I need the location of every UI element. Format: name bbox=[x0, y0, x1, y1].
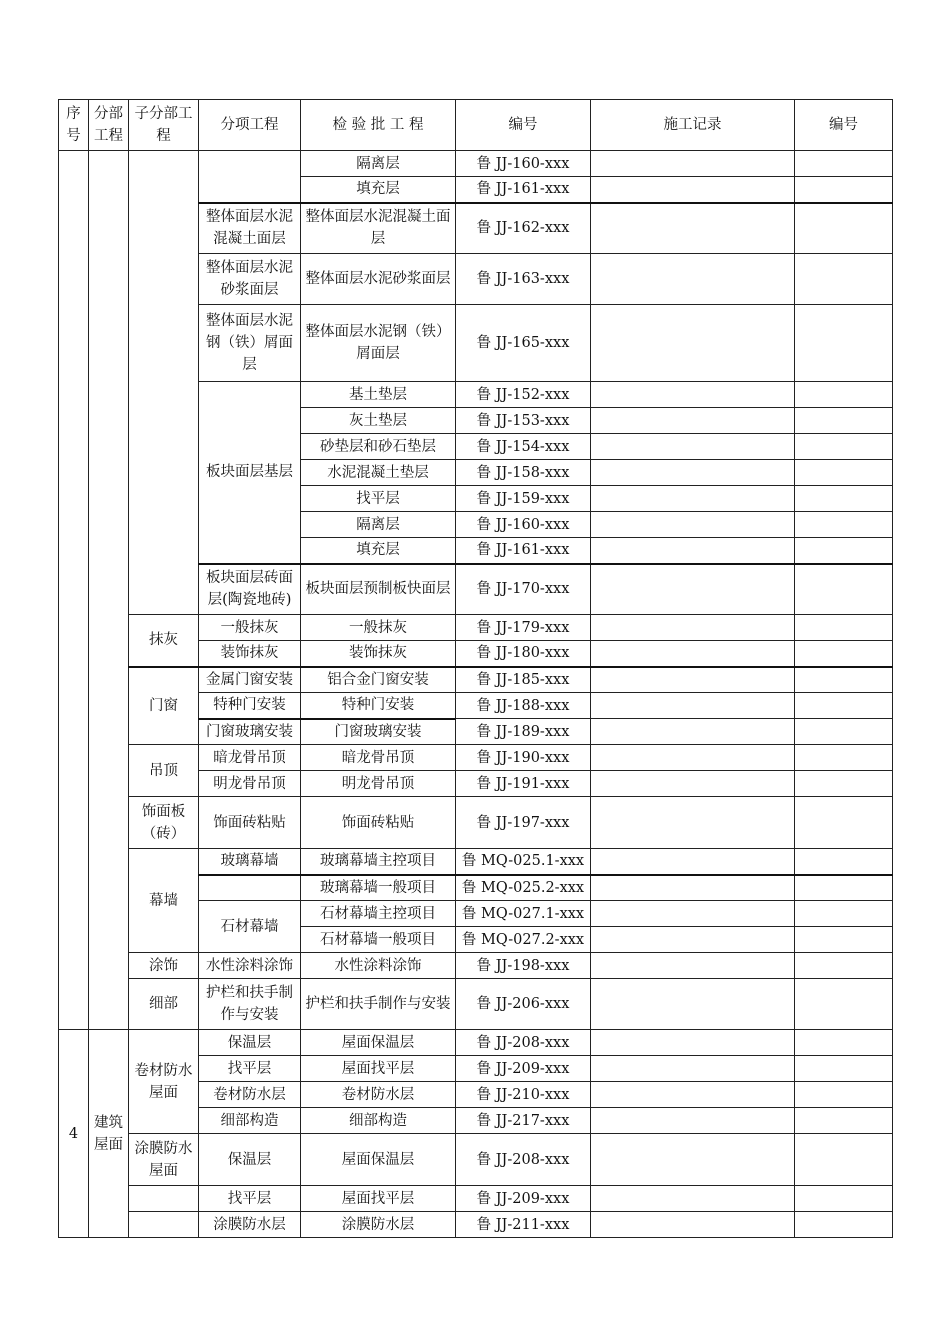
code-cell: 鲁 MQ-025.2-xxx bbox=[456, 875, 591, 901]
batch-cell: 玻璃幕墙一般项目 bbox=[301, 875, 456, 901]
record-cell[interactable] bbox=[591, 1186, 795, 1212]
table-row bbox=[59, 979, 893, 1030]
header-record: 施工记录 bbox=[591, 100, 795, 151]
code-cell: 鲁 MQ-027.2-xxx bbox=[456, 927, 591, 953]
table-row bbox=[59, 1134, 893, 1186]
record-cell[interactable] bbox=[591, 641, 795, 667]
code-cell: 鲁 JJ-209-xxx bbox=[456, 1056, 591, 1082]
batch-cell: 石材幕墙一般项目 bbox=[301, 927, 456, 953]
code-cell: 鲁 JJ-190-xxx bbox=[456, 745, 591, 771]
code2-cell[interactable] bbox=[795, 512, 893, 538]
batch-cell: 细部构造 bbox=[301, 1108, 456, 1134]
record-cell[interactable] bbox=[591, 745, 795, 771]
code-cell: 鲁 JJ-153-xxx bbox=[456, 408, 591, 434]
code2-cell[interactable] bbox=[795, 1082, 893, 1108]
record-cell[interactable] bbox=[591, 875, 795, 901]
batch-cell: 基土垫层 bbox=[301, 382, 456, 408]
record-cell[interactable] bbox=[591, 953, 795, 979]
code-cell: 鲁 JJ-208-xxx bbox=[456, 1134, 591, 1186]
record-cell[interactable] bbox=[591, 203, 795, 254]
subdivision-cell: 幕墙 bbox=[129, 849, 199, 953]
code2-cell[interactable] bbox=[795, 254, 893, 305]
item-cell: 保温层 bbox=[199, 1134, 301, 1186]
item-cell: 整体面层水泥混凝土面层 bbox=[199, 203, 301, 254]
seq-cell: 4 bbox=[59, 1030, 89, 1238]
code-cell: 鲁 JJ-163-xxx bbox=[456, 254, 591, 305]
code-cell: 鲁 JJ-188-xxx bbox=[456, 693, 591, 719]
record-cell[interactable] bbox=[591, 254, 795, 305]
batch-cell: 隔离层 bbox=[301, 151, 456, 177]
item-cell: 找平层 bbox=[199, 1056, 301, 1082]
batch-cell: 找平层 bbox=[301, 486, 456, 512]
subdivision-cell: 吊顶 bbox=[129, 745, 199, 797]
item-cell bbox=[199, 875, 301, 901]
record-cell[interactable] bbox=[591, 1212, 795, 1238]
code2-cell[interactable] bbox=[795, 849, 893, 875]
subdivision-cell: 饰面板（砖） bbox=[129, 797, 199, 849]
record-cell[interactable] bbox=[591, 693, 795, 719]
code2-cell[interactable] bbox=[795, 797, 893, 849]
table-row bbox=[59, 151, 893, 177]
record-cell[interactable] bbox=[591, 408, 795, 434]
item-cell: 板块面层砖面层(陶瓷地砖) bbox=[199, 564, 301, 615]
table-row bbox=[59, 1186, 893, 1212]
code2-cell[interactable] bbox=[795, 901, 893, 927]
header-subdivision: 子分部工程 bbox=[129, 100, 199, 151]
item-cell: 特种门安装 bbox=[199, 693, 301, 719]
code2-cell[interactable] bbox=[795, 408, 893, 434]
record-cell[interactable] bbox=[591, 719, 795, 745]
record-cell[interactable] bbox=[591, 564, 795, 615]
header-row bbox=[59, 100, 893, 151]
code2-cell[interactable] bbox=[795, 641, 893, 667]
batch-cell: 门窗玻璃安装 bbox=[301, 719, 456, 745]
item-cell: 保温层 bbox=[199, 1030, 301, 1056]
record-cell[interactable] bbox=[591, 538, 795, 564]
code2-cell[interactable] bbox=[795, 667, 893, 693]
batch-cell: 护栏和扶手制作与安装 bbox=[301, 979, 456, 1030]
code2-cell[interactable] bbox=[795, 1186, 893, 1212]
item-cell: 门窗玻璃安装 bbox=[199, 719, 301, 745]
code2-cell[interactable] bbox=[795, 538, 893, 564]
record-cell[interactable] bbox=[591, 486, 795, 512]
item-cell: 装饰抹灰 bbox=[199, 641, 301, 667]
item-cell: 金属门窗安装 bbox=[199, 667, 301, 693]
subdivision-cell bbox=[129, 1212, 199, 1238]
item-cell: 护栏和扶手制作与安装 bbox=[199, 979, 301, 1030]
header-item: 分项工程 bbox=[199, 100, 301, 151]
code-cell: 鲁 MQ-027.1-xxx bbox=[456, 901, 591, 927]
batch-cell: 砂垫层和砂石垫层 bbox=[301, 434, 456, 460]
batch-cell: 玻璃幕墙主控项目 bbox=[301, 849, 456, 875]
item-cell bbox=[199, 151, 301, 203]
code-cell: 鲁 JJ-160-xxx bbox=[456, 512, 591, 538]
batch-cell: 整体面层水泥钢（铁）屑面层 bbox=[301, 305, 456, 382]
inspection-table bbox=[58, 99, 893, 1238]
code2-cell[interactable] bbox=[795, 745, 893, 771]
record-cell[interactable] bbox=[591, 460, 795, 486]
item-cell: 暗龙骨吊顶 bbox=[199, 745, 301, 771]
batch-cell: 水性涂料涂饰 bbox=[301, 953, 456, 979]
code2-cell[interactable] bbox=[795, 927, 893, 953]
header-batch: 检 验 批 工 程 bbox=[301, 100, 456, 151]
code-cell: 鲁 JJ-160-xxx bbox=[456, 151, 591, 177]
item-cell: 整体面层水泥砂浆面层 bbox=[199, 254, 301, 305]
record-cell[interactable] bbox=[591, 1108, 795, 1134]
code-cell: 鲁 MQ-025.1-xxx bbox=[456, 849, 591, 875]
record-cell[interactable] bbox=[591, 1056, 795, 1082]
code2-cell[interactable] bbox=[795, 693, 893, 719]
batch-cell: 整体面层水泥混凝土面层 bbox=[301, 203, 456, 254]
table-row bbox=[59, 1212, 893, 1238]
item-cell: 明龙骨吊顶 bbox=[199, 771, 301, 797]
batch-cell: 饰面砖粘贴 bbox=[301, 797, 456, 849]
record-cell[interactable] bbox=[591, 1134, 795, 1186]
item-cell: 饰面砖粘贴 bbox=[199, 797, 301, 849]
code2-cell[interactable] bbox=[795, 719, 893, 745]
code-cell: 鲁 JJ-179-xxx bbox=[456, 615, 591, 641]
batch-cell: 装饰抹灰 bbox=[301, 641, 456, 667]
code2-cell[interactable] bbox=[795, 615, 893, 641]
code-cell: 鲁 JJ-161-xxx bbox=[456, 177, 591, 203]
header-seq: 序号 bbox=[59, 100, 89, 151]
record-cell[interactable] bbox=[591, 615, 795, 641]
batch-cell: 特种门安装 bbox=[301, 693, 456, 719]
code2-cell[interactable] bbox=[795, 1212, 893, 1238]
subdivision-cell: 细部 bbox=[129, 979, 199, 1030]
code2-cell[interactable] bbox=[795, 151, 893, 177]
batch-cell: 暗龙骨吊顶 bbox=[301, 745, 456, 771]
item-cell: 玻璃幕墙 bbox=[199, 849, 301, 875]
record-cell[interactable] bbox=[591, 771, 795, 797]
code-cell: 鲁 JJ-162-xxx bbox=[456, 203, 591, 254]
batch-cell: 整体面层水泥砂浆面层 bbox=[301, 254, 456, 305]
code2-cell[interactable] bbox=[795, 1056, 893, 1082]
record-cell[interactable] bbox=[591, 979, 795, 1030]
table-row bbox=[59, 1030, 893, 1056]
batch-cell: 一般抹灰 bbox=[301, 615, 456, 641]
code-cell: 鲁 JJ-198-xxx bbox=[456, 953, 591, 979]
record-cell[interactable] bbox=[591, 927, 795, 953]
header-code: 编号 bbox=[456, 100, 591, 151]
code-cell: 鲁 JJ-161-xxx bbox=[456, 538, 591, 564]
code2-cell[interactable] bbox=[795, 1030, 893, 1056]
code2-cell[interactable] bbox=[795, 382, 893, 408]
subdivision-cell: 卷材防水屋面 bbox=[129, 1030, 199, 1134]
code-cell: 鲁 JJ-210-xxx bbox=[456, 1082, 591, 1108]
table-row bbox=[59, 797, 893, 849]
item-cell: 卷材防水层 bbox=[199, 1082, 301, 1108]
header-code2: 编号 bbox=[795, 100, 893, 151]
record-cell[interactable] bbox=[591, 434, 795, 460]
record-cell[interactable] bbox=[591, 849, 795, 875]
code-cell: 鲁 JJ-152-xxx bbox=[456, 382, 591, 408]
batch-cell: 填充层 bbox=[301, 177, 456, 203]
batch-cell: 屋面找平层 bbox=[301, 1186, 456, 1212]
item-cell: 整体面层水泥钢（铁）屑面层 bbox=[199, 305, 301, 382]
record-cell[interactable] bbox=[591, 667, 795, 693]
code-cell: 鲁 JJ-189-xxx bbox=[456, 719, 591, 745]
batch-cell: 铝合金门窗安装 bbox=[301, 667, 456, 693]
code-cell: 鲁 JJ-211-xxx bbox=[456, 1212, 591, 1238]
code-cell: 鲁 JJ-170-xxx bbox=[456, 564, 591, 615]
header-division: 分部工程 bbox=[89, 100, 129, 151]
item-cell: 细部构造 bbox=[199, 1108, 301, 1134]
code-cell: 鲁 JJ-154-xxx bbox=[456, 434, 591, 460]
record-cell[interactable] bbox=[591, 151, 795, 177]
code2-cell[interactable] bbox=[795, 305, 893, 382]
code-cell: 鲁 JJ-197-xxx bbox=[456, 797, 591, 849]
code-cell: 鲁 JJ-165-xxx bbox=[456, 305, 591, 382]
batch-cell: 屋面保温层 bbox=[301, 1134, 456, 1186]
item-cell: 涂膜防水层 bbox=[199, 1212, 301, 1238]
subdivision-cell: 门窗 bbox=[129, 667, 199, 745]
code2-cell[interactable] bbox=[795, 564, 893, 615]
code-cell: 鲁 JJ-209-xxx bbox=[456, 1186, 591, 1212]
code2-cell[interactable] bbox=[795, 177, 893, 203]
batch-cell: 隔离层 bbox=[301, 512, 456, 538]
batch-cell: 填充层 bbox=[301, 538, 456, 564]
batch-cell: 板块面层预制板快面层 bbox=[301, 564, 456, 615]
item-cell: 找平层 bbox=[199, 1186, 301, 1212]
batch-cell: 卷材防水层 bbox=[301, 1082, 456, 1108]
record-cell[interactable] bbox=[591, 177, 795, 203]
code2-cell[interactable] bbox=[795, 771, 893, 797]
code-cell: 鲁 JJ-206-xxx bbox=[456, 979, 591, 1030]
subdivision-cell: 抹灰 bbox=[129, 615, 199, 667]
division-cell bbox=[89, 151, 129, 1030]
table-row bbox=[59, 953, 893, 979]
batch-cell: 涂膜防水层 bbox=[301, 1212, 456, 1238]
code2-cell[interactable] bbox=[795, 460, 893, 486]
record-cell[interactable] bbox=[591, 901, 795, 927]
item-cell: 一般抹灰 bbox=[199, 615, 301, 641]
item-cell: 石材幕墙 bbox=[199, 901, 301, 953]
table-row bbox=[59, 745, 893, 771]
batch-cell: 石材幕墙主控项目 bbox=[301, 901, 456, 927]
code2-cell[interactable] bbox=[795, 1134, 893, 1186]
code2-cell[interactable] bbox=[795, 434, 893, 460]
code2-cell[interactable] bbox=[795, 1108, 893, 1134]
code-cell: 鲁 JJ-180-xxx bbox=[456, 641, 591, 667]
subdivision-cell bbox=[129, 151, 199, 615]
table-row bbox=[59, 849, 893, 875]
code2-cell[interactable] bbox=[795, 953, 893, 979]
record-cell[interactable] bbox=[591, 1030, 795, 1056]
code-cell: 鲁 JJ-208-xxx bbox=[456, 1030, 591, 1056]
code2-cell[interactable] bbox=[795, 203, 893, 254]
record-cell[interactable] bbox=[591, 1082, 795, 1108]
batch-cell: 明龙骨吊顶 bbox=[301, 771, 456, 797]
code-cell: 鲁 JJ-191-xxx bbox=[456, 771, 591, 797]
record-cell[interactable] bbox=[591, 305, 795, 382]
batch-cell: 水泥混凝土垫层 bbox=[301, 460, 456, 486]
code2-cell[interactable] bbox=[795, 875, 893, 901]
subdivision-cell: 涂膜防水屋面 bbox=[129, 1134, 199, 1186]
item-cell: 水性涂料涂饰 bbox=[199, 953, 301, 979]
code-cell: 鲁 JJ-158-xxx bbox=[456, 460, 591, 486]
subdivision-cell: 涂饰 bbox=[129, 953, 199, 979]
code-cell: 鲁 JJ-185-xxx bbox=[456, 667, 591, 693]
record-cell[interactable] bbox=[591, 382, 795, 408]
seq-cell bbox=[59, 151, 89, 1030]
subdivision-cell bbox=[129, 1186, 199, 1212]
batch-cell: 屋面找平层 bbox=[301, 1056, 456, 1082]
batch-cell: 灰土垫层 bbox=[301, 408, 456, 434]
batch-cell: 屋面保温层 bbox=[301, 1030, 456, 1056]
code-cell: 鲁 JJ-217-xxx bbox=[456, 1108, 591, 1134]
table-row bbox=[59, 615, 893, 641]
table-row bbox=[59, 667, 893, 693]
record-cell[interactable] bbox=[591, 797, 795, 849]
item-cell: 板块面层基层 bbox=[199, 382, 301, 564]
code2-cell[interactable] bbox=[795, 979, 893, 1030]
code2-cell[interactable] bbox=[795, 486, 893, 512]
record-cell[interactable] bbox=[591, 512, 795, 538]
code-cell: 鲁 JJ-159-xxx bbox=[456, 486, 591, 512]
division-cell: 建筑屋面 bbox=[89, 1030, 129, 1238]
